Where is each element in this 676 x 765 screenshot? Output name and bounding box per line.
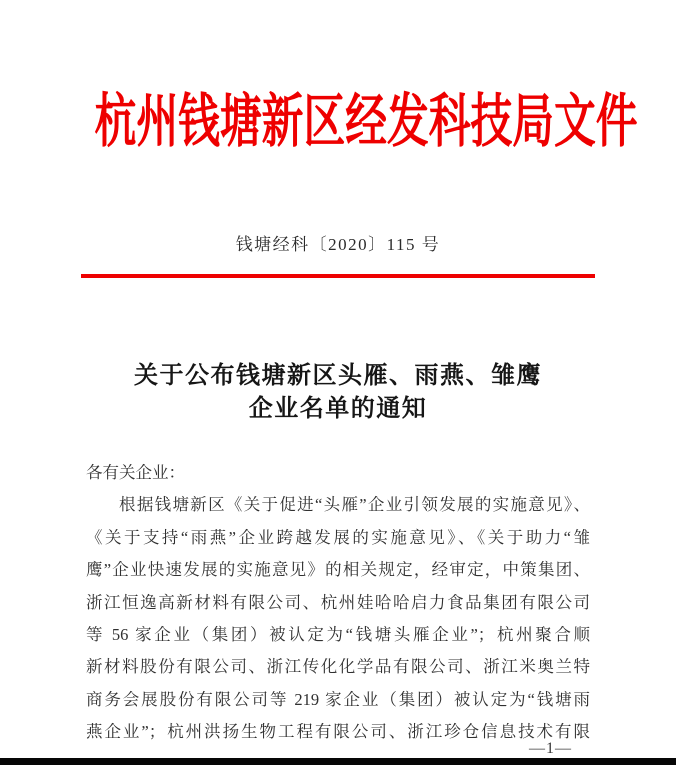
body-line: 根据钱塘新区《关于促进“头雁”企业引领发展的实施意见》、 bbox=[119, 495, 590, 515]
page-bottom-scan-edge bbox=[0, 758, 676, 765]
document-title-line1: 关于公布钱塘新区头雁、雨燕、雏鹰 bbox=[134, 363, 542, 389]
body-line: 《关于支持“雨燕”企业跨越发展的实施意见》、《关于助力“雏 bbox=[86, 527, 590, 547]
document-title bbox=[0, 360, 676, 426]
document-body bbox=[86, 457, 590, 749]
body-line: 商务会展股份有限公司等 219 家企业（集团）被认定为“钱塘雨 bbox=[86, 689, 590, 709]
body-line: 新材料股份有限公司、浙江传化化学品有限公司、浙江米奥兰特 bbox=[86, 657, 590, 677]
salutation: 各有关企业： bbox=[86, 463, 185, 482]
red-divider-line bbox=[81, 274, 595, 278]
body-line: 鹰”企业快速发展的实施意见》的相关规定，经审定，中策集团、 bbox=[86, 560, 590, 580]
document-number: 钱塘经科〔2020〕115 号 bbox=[235, 235, 441, 254]
page-number: —1— bbox=[529, 740, 572, 757]
red-header-agency-title: 杭州钱塘新区经发科技局文件 bbox=[94, 89, 638, 154]
body-line: 浙江恒逸高新材料有限公司、杭州娃哈哈启力食品集团有限公司 bbox=[86, 592, 590, 612]
body-line: 燕企业”；杭州洪扬生物工程有限公司、浙江珍仓信息技术有限 bbox=[86, 722, 590, 742]
document-title-line2: 企业名单的通知 bbox=[248, 396, 428, 422]
body-line: 等 56 家企业（集团）被认定为“钱塘头雁企业”；杭州聚合顺 bbox=[86, 624, 590, 644]
